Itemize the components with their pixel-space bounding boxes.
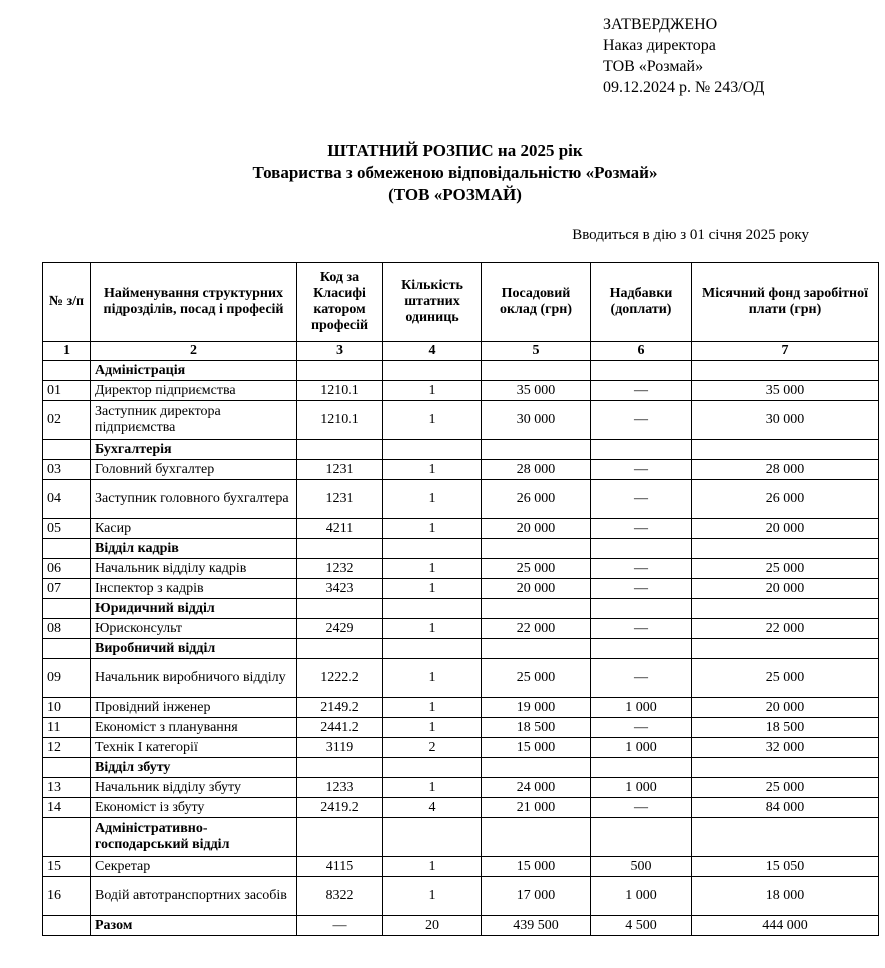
cell-code: 1233 — [297, 778, 383, 798]
cell-bonus — [591, 599, 692, 619]
cell-number: 06 — [43, 559, 91, 579]
position-row — [43, 738, 879, 758]
cell-code: 4115 — [297, 857, 383, 877]
cell-number: 12 — [43, 738, 91, 758]
cell-position-name: Провідний інженер — [91, 698, 297, 718]
cell-position-name: Директор підприємства — [91, 381, 297, 401]
cell-position-name: Юрисконсульт — [91, 619, 297, 639]
col-header-bonus: Надбавки (доплати) — [591, 263, 692, 342]
cell-bonus: 500 — [591, 857, 692, 877]
cell-salary: 20 000 — [482, 579, 591, 599]
cell-salary: 439 500 — [482, 916, 591, 936]
title-line-2: Товариства з обмеженою відповідальністю «Розмай» — [252, 163, 658, 182]
cell-units: 1 — [383, 718, 482, 738]
cell-salary: 15 000 — [482, 738, 591, 758]
cell-bonus: — — [591, 401, 692, 440]
cell-code: 2419.2 — [297, 798, 383, 818]
position-row — [43, 559, 879, 579]
cell-bonus: — — [591, 798, 692, 818]
cell-department-name: Відділ збуту — [91, 758, 297, 778]
approval-date-number: 09.12.2024 р. № 243/ОД — [603, 79, 765, 96]
cell-number: 01 — [43, 381, 91, 401]
col-number: 4 — [383, 342, 482, 361]
cell-fund: 28 000 — [692, 460, 879, 480]
cell-fund: 25 000 — [692, 559, 879, 579]
cell-position-name: Касир — [91, 519, 297, 539]
cell-bonus — [591, 758, 692, 778]
cell-bonus: — — [591, 659, 692, 698]
cell-salary — [482, 599, 591, 619]
cell-bonus: 1 000 — [591, 738, 692, 758]
cell-bonus — [591, 639, 692, 659]
cell-salary: 35 000 — [482, 381, 591, 401]
cell-number — [43, 440, 91, 460]
cell-salary: 28 000 — [482, 460, 591, 480]
cell-fund: 20 000 — [692, 519, 879, 539]
position-row — [43, 619, 879, 639]
position-row — [43, 857, 879, 877]
cell-fund: 25 000 — [692, 778, 879, 798]
cell-bonus: — — [591, 718, 692, 738]
cell-number — [43, 639, 91, 659]
cell-code — [297, 599, 383, 619]
cell-bonus — [591, 361, 692, 381]
position-row — [43, 579, 879, 599]
cell-units: 2 — [383, 738, 482, 758]
cell-bonus: 1 000 — [591, 877, 692, 916]
cell-code: 1232 — [297, 559, 383, 579]
cell-units: 1 — [383, 559, 482, 579]
position-row — [43, 778, 879, 798]
cell-fund: 444 000 — [692, 916, 879, 936]
cell-code: 1231 — [297, 460, 383, 480]
cell-code: 3119 — [297, 738, 383, 758]
cell-number: 09 — [43, 659, 91, 698]
cell-units — [383, 818, 482, 857]
cell-units — [383, 539, 482, 559]
cell-department-name: Юридичний відділ — [91, 599, 297, 619]
cell-number: 10 — [43, 698, 91, 718]
cell-number: 03 — [43, 460, 91, 480]
cell-units: 1 — [383, 460, 482, 480]
department-row — [43, 539, 879, 559]
position-row — [43, 698, 879, 718]
cell-bonus — [591, 539, 692, 559]
col-header-fund: Місячний фонд заробітної плати (грн) — [692, 263, 879, 342]
cell-code: — — [297, 916, 383, 936]
cell-salary: 25 000 — [482, 659, 591, 698]
cell-position-name: Заступник директора підприємства — [91, 401, 297, 440]
cell-code — [297, 639, 383, 659]
cell-position-name: Водій автотранспортних засобів — [91, 877, 297, 916]
position-row — [43, 718, 879, 738]
cell-salary: 21 000 — [482, 798, 591, 818]
cell-units: 1 — [383, 401, 482, 440]
cell-position-name: Економіст із збуту — [91, 798, 297, 818]
cell-number: 16 — [43, 877, 91, 916]
department-row — [43, 440, 879, 460]
cell-number: 15 — [43, 857, 91, 877]
cell-number — [43, 599, 91, 619]
position-row — [43, 401, 879, 440]
cell-number — [43, 361, 91, 381]
cell-bonus: — — [591, 381, 692, 401]
cell-number — [43, 916, 91, 936]
cell-salary: 20 000 — [482, 519, 591, 539]
col-header-name: Найменування структурних підрозділів, посад і професій — [91, 263, 297, 342]
column-number-row — [43, 342, 879, 361]
cell-number: 04 — [43, 480, 91, 519]
cell-code: 1222.2 — [297, 659, 383, 698]
cell-code — [297, 440, 383, 460]
cell-fund — [692, 539, 879, 559]
cell-units: 1 — [383, 579, 482, 599]
col-header-number: № з/п — [43, 263, 91, 342]
cell-units: 1 — [383, 480, 482, 519]
cell-fund — [692, 818, 879, 857]
position-row — [43, 519, 879, 539]
title-line-1: ШТАТНИЙ РОЗПИС на 2025 рік — [327, 141, 583, 160]
cell-fund: 18 500 — [692, 718, 879, 738]
cell-position-name: Технік І категорії — [91, 738, 297, 758]
approval-company: ТОВ «Розмай» — [603, 58, 704, 75]
col-number: 3 — [297, 342, 383, 361]
cell-code — [297, 539, 383, 559]
document-title — [0, 140, 885, 206]
cell-code — [297, 758, 383, 778]
cell-position-name: Економіст з планування — [91, 718, 297, 738]
cell-position-name: Начальник відділу кадрів — [91, 559, 297, 579]
cell-bonus: 4 500 — [591, 916, 692, 936]
cell-code: 2441.2 — [297, 718, 383, 738]
col-number: 6 — [591, 342, 692, 361]
cell-units: 20 — [383, 916, 482, 936]
cell-salary: 30 000 — [482, 401, 591, 440]
col-header-units: Кількість штатних одиниць — [383, 263, 482, 342]
cell-department-name: Відділ кадрів — [91, 539, 297, 559]
cell-units: 1 — [383, 698, 482, 718]
cell-bonus: — — [591, 480, 692, 519]
cell-fund: 30 000 — [692, 401, 879, 440]
department-row — [43, 818, 879, 857]
cell-salary: 26 000 — [482, 480, 591, 519]
cell-units: 1 — [383, 659, 482, 698]
department-row — [43, 758, 879, 778]
cell-salary: 25 000 — [482, 559, 591, 579]
cell-code — [297, 361, 383, 381]
cell-salary — [482, 539, 591, 559]
cell-salary: 22 000 — [482, 619, 591, 639]
cell-number: 14 — [43, 798, 91, 818]
cell-fund: 35 000 — [692, 381, 879, 401]
cell-department-name: Виробничий відділ — [91, 639, 297, 659]
cell-fund — [692, 361, 879, 381]
position-row — [43, 381, 879, 401]
cell-fund: 20 000 — [692, 698, 879, 718]
cell-units: 1 — [383, 619, 482, 639]
table-body — [43, 361, 879, 936]
cell-number — [43, 758, 91, 778]
cell-fund: 20 000 — [692, 579, 879, 599]
table-header-row — [43, 263, 879, 342]
cell-position-name: Секретар — [91, 857, 297, 877]
cell-salary: 18 500 — [482, 718, 591, 738]
cell-department-name: Адміністративно-господарський відділ — [91, 818, 297, 857]
cell-position-name: Заступник головного бухгалтера — [91, 480, 297, 519]
cell-number — [43, 818, 91, 857]
cell-position-name: Начальник відділу збуту — [91, 778, 297, 798]
cell-fund: 26 000 — [692, 480, 879, 519]
cell-number: 07 — [43, 579, 91, 599]
position-row — [43, 659, 879, 698]
cell-code: 8322 — [297, 877, 383, 916]
department-row — [43, 639, 879, 659]
col-header-salary: Посадовий оклад (грн) — [482, 263, 591, 342]
cell-salary — [482, 758, 591, 778]
cell-salary — [482, 639, 591, 659]
cell-units: 1 — [383, 877, 482, 916]
cell-salary — [482, 440, 591, 460]
approval-stamp — [603, 14, 764, 98]
cell-fund — [692, 758, 879, 778]
position-row — [43, 877, 879, 916]
position-row — [43, 798, 879, 818]
cell-bonus — [591, 818, 692, 857]
cell-fund: 15 050 — [692, 857, 879, 877]
position-row — [43, 460, 879, 480]
title-line-3: (ТОВ «РОЗМАЙ) — [388, 185, 522, 204]
cell-code: 4211 — [297, 519, 383, 539]
cell-fund — [692, 639, 879, 659]
cell-units — [383, 639, 482, 659]
cell-code: 2429 — [297, 619, 383, 639]
cell-bonus: — — [591, 619, 692, 639]
cell-salary — [482, 361, 591, 381]
cell-bonus: — — [591, 579, 692, 599]
cell-fund: 22 000 — [692, 619, 879, 639]
cell-bonus: — — [591, 559, 692, 579]
approval-order: Наказ директора — [603, 37, 716, 54]
cell-fund: 18 000 — [692, 877, 879, 916]
cell-position-name: Разом — [91, 916, 297, 936]
cell-units: 1 — [383, 519, 482, 539]
cell-position-name: Начальник виробничого відділу — [91, 659, 297, 698]
cell-code — [297, 818, 383, 857]
cell-position-name: Інспектор з кадрів — [91, 579, 297, 599]
cell-units: 1 — [383, 778, 482, 798]
cell-bonus: 1 000 — [591, 778, 692, 798]
cell-number: 11 — [43, 718, 91, 738]
cell-code: 1210.1 — [297, 401, 383, 440]
cell-fund — [692, 440, 879, 460]
approval-heading: ЗАТВЕРДЖЕНО — [603, 16, 718, 33]
cell-number: 05 — [43, 519, 91, 539]
department-row — [43, 599, 879, 619]
cell-fund: 84 000 — [692, 798, 879, 818]
col-number: 1 — [43, 342, 91, 361]
col-number: 7 — [692, 342, 879, 361]
cell-salary: 17 000 — [482, 877, 591, 916]
cell-salary: 15 000 — [482, 857, 591, 877]
cell-bonus: — — [591, 519, 692, 539]
cell-department-name: Бухгалтерія — [91, 440, 297, 460]
staffing-table — [42, 262, 879, 936]
cell-salary — [482, 818, 591, 857]
cell-code: 3423 — [297, 579, 383, 599]
effective-date: Вводиться в дію з 01 січня 2025 року — [572, 227, 809, 243]
cell-units — [383, 758, 482, 778]
cell-fund: 32 000 — [692, 738, 879, 758]
cell-bonus: 1 000 — [591, 698, 692, 718]
cell-fund: 25 000 — [692, 659, 879, 698]
cell-units — [383, 361, 482, 381]
cell-units: 1 — [383, 857, 482, 877]
col-header-code: Код за Класифі катором професій — [297, 263, 383, 342]
cell-number: 08 — [43, 619, 91, 639]
cell-code: 1231 — [297, 480, 383, 519]
cell-number: 13 — [43, 778, 91, 798]
cell-salary: 19 000 — [482, 698, 591, 718]
cell-units: 4 — [383, 798, 482, 818]
cell-bonus — [591, 440, 692, 460]
cell-number — [43, 539, 91, 559]
cell-number: 02 — [43, 401, 91, 440]
cell-units: 1 — [383, 381, 482, 401]
cell-units — [383, 599, 482, 619]
department-row — [43, 361, 879, 381]
cell-bonus: — — [591, 460, 692, 480]
cell-salary: 24 000 — [482, 778, 591, 798]
col-number: 2 — [91, 342, 297, 361]
cell-code: 1210.1 — [297, 381, 383, 401]
cell-code: 2149.2 — [297, 698, 383, 718]
cell-position-name: Головний бухгалтер — [91, 460, 297, 480]
cell-units — [383, 440, 482, 460]
total-row — [43, 916, 879, 936]
col-number: 5 — [482, 342, 591, 361]
cell-fund — [692, 599, 879, 619]
position-row — [43, 480, 879, 519]
cell-department-name: Адміністрація — [91, 361, 297, 381]
